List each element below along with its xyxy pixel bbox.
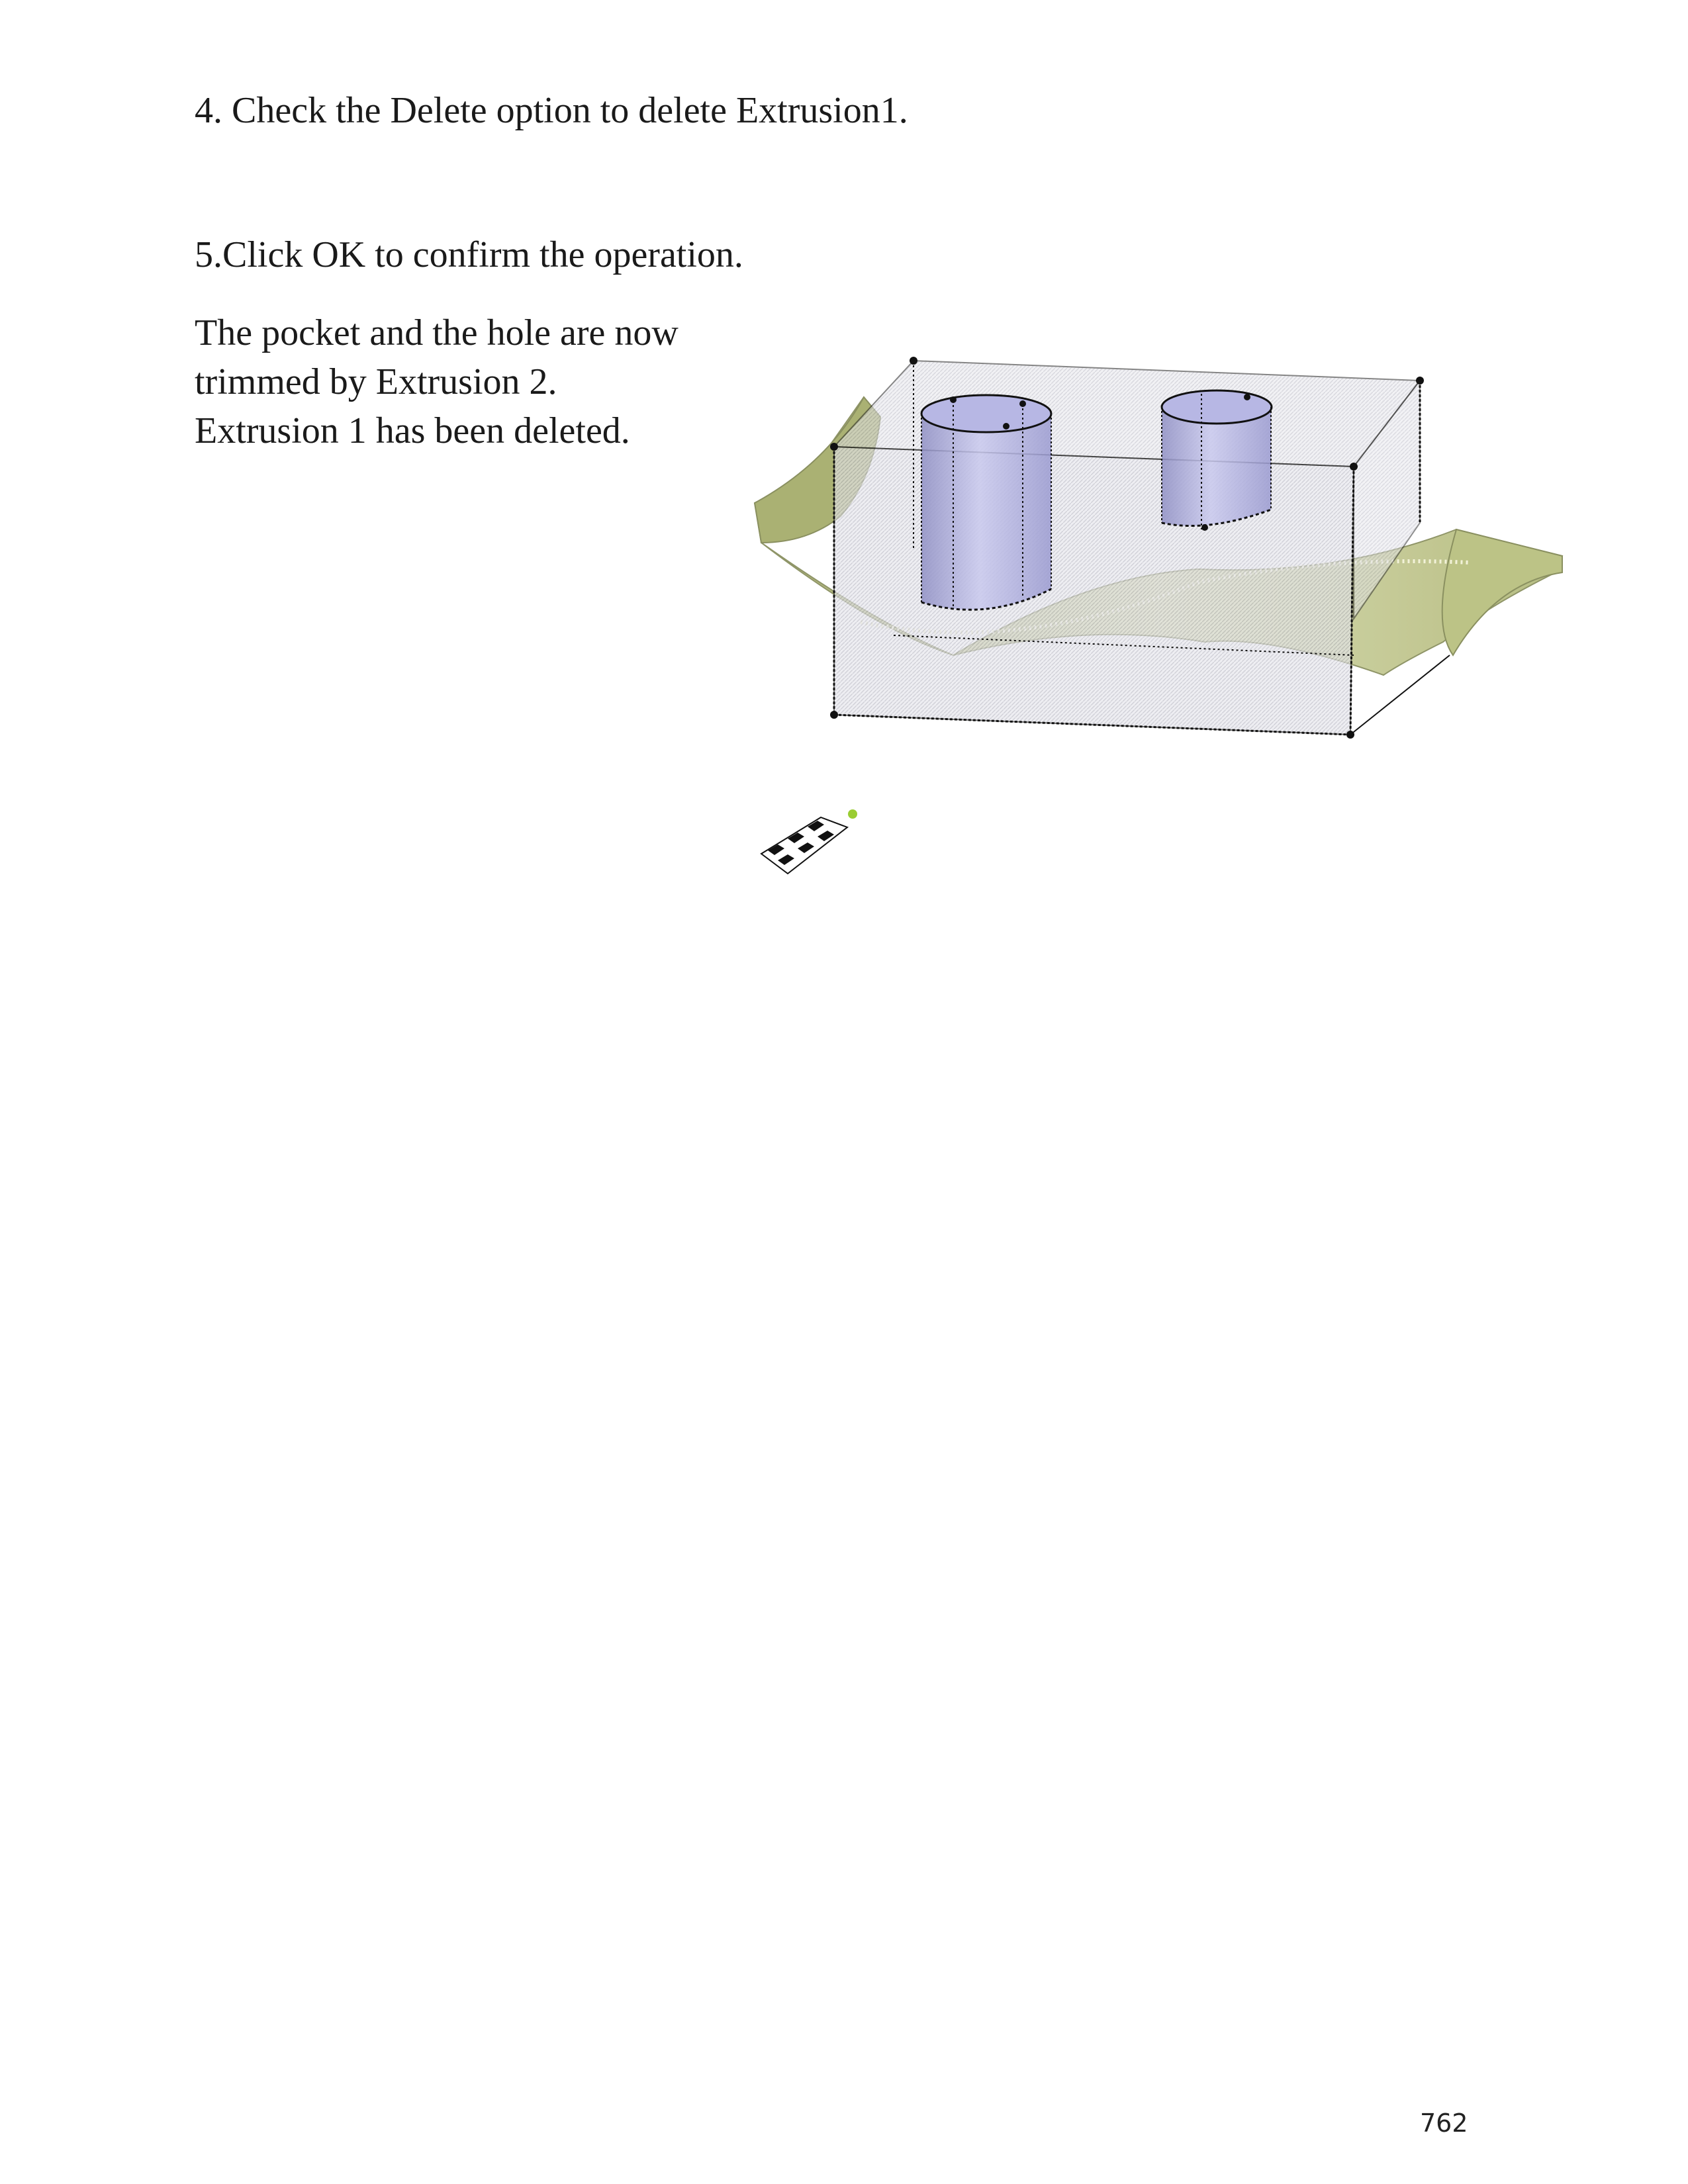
- result-line-1: The pocket and the hole are now: [195, 312, 679, 353]
- result-description: [195, 308, 679, 455]
- result-line-2: trimmed by Extrusion 2.: [195, 361, 557, 402]
- step-4-instruction: 4. Check the Delete option to delete Extrusion1.: [195, 90, 908, 131]
- pocket-cylinder: [921, 395, 1051, 610]
- page-number: 762: [1420, 2109, 1468, 2138]
- axis-compass-icon: [761, 809, 857, 874]
- step-5-instruction: 5.Click OK to confirm the operation.: [195, 234, 743, 275]
- result-line-3: Extrusion 1 has been deleted.: [195, 410, 630, 451]
- hole-cylinder: [1162, 390, 1272, 531]
- trimmed-part-illustration: [741, 344, 1582, 900]
